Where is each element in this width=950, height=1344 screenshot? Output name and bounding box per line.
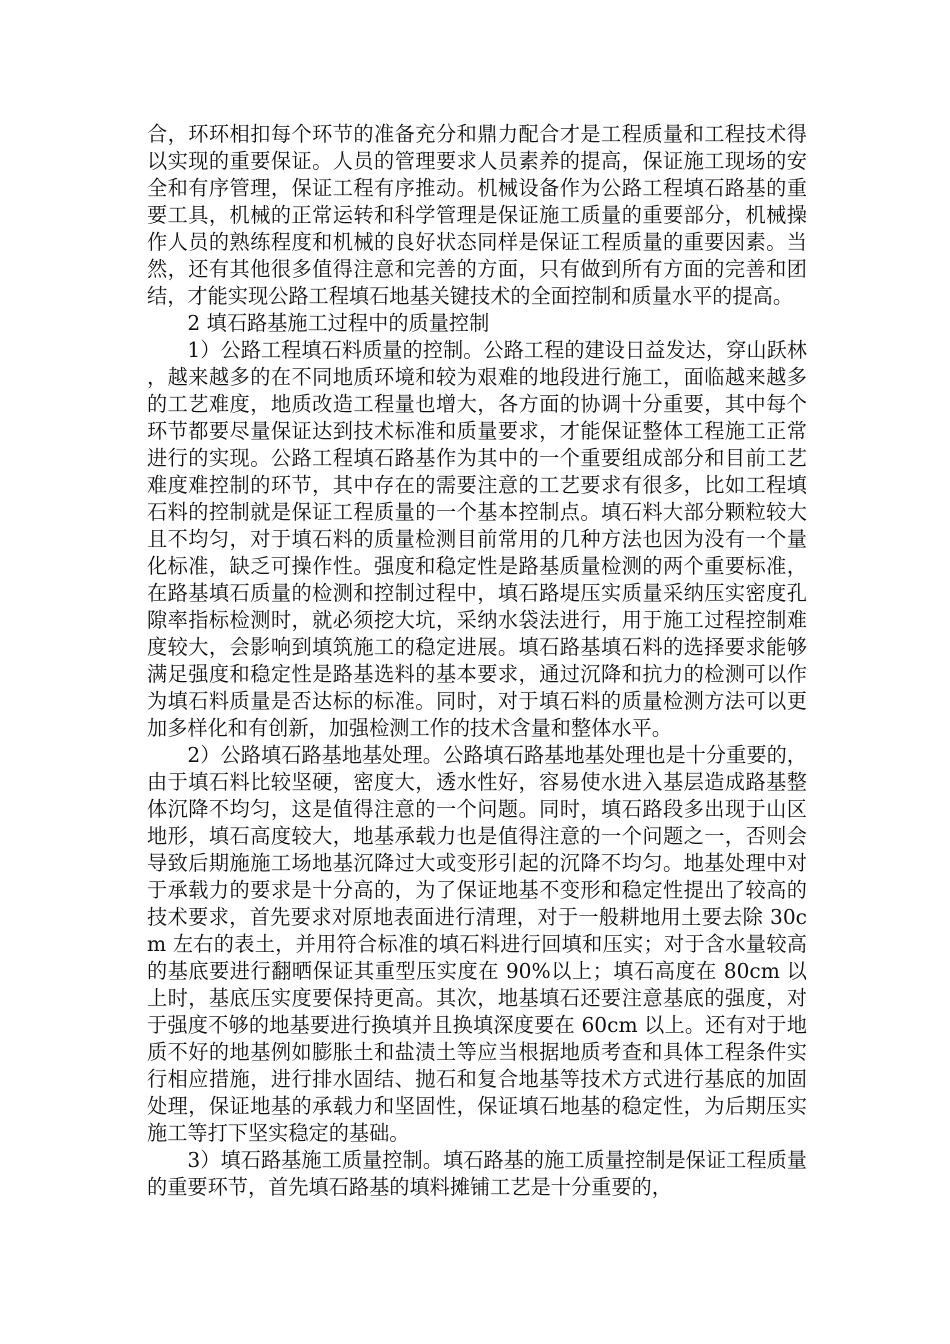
paragraph-continuation: 合，环环相扣每个环节的准备充分和鼎力配合才是工程质量和工程技术得以实现的重要保证。人员的管理要求人员素养的提高，保证施工现场的安全和有序管理，保证工程有序推动。机械设备作为公路工程填石路基的重要工具，机械的正常运转和科学管理是保证施工质量的重要部分，机械操作人员的熟练程度和机械的良好状态同样是保证工程质量的重要因素。当然，还有其他很多值得注意和完善的方面，只有做到所有方面的完善和团结，才能实现公路工程填石地基关键技术的全面控制和质量水平的提高。 (147, 122, 807, 308)
document-body (147, 121, 807, 1201)
section-heading: 2 填石路基施工过程中的质量控制 (187, 311, 490, 335)
paragraph-foundation-treatment: 2）公路填石路基地基处理。公路填石路基地基处理也是十分重要的，由于填石料比较坚硬，密度大，透水性好，容易使水进入基层造成路基整体沉降不均匀，这是值得注意的一个问题。同时，填石路段多出现于山区地形，填石高度较大，地基承载力也是值得注意的一个问题之一，否则会导致后期施施工场地基沉降过大或变形引起的沉降不均匀。地基处理中对于承载力的要求是十分高的，为了保证地基不变形和稳定性提出了较高的技术要求，首先要求对原地表面进行清理，对于一般耕地用土要去除 30cm 左右的表土，并用符合标准的填石料进行回填和压实；对于含水量较高的基底要进行翻晒保证其重型压实度在 90%以上；填石高度在 80cm 以上时，基底压实度要保持更高。其次，地基填石还要注意基底的强度，对于强度不够的地基要进行换填并且换填深度要在 60cm 以上。还有对于地质不好的地基例如膨胀土和盐渍土等应当根据地质考查和具体工程条件实行相应措施，进行排水固结、抛石和复合地基等技术方式进行基底的加固处理，保证地基的承载力和坚固性，保证填石地基的稳定性，为后期压实施工等打下坚实稳定的基础。 (147, 743, 807, 1145)
paragraph-construction-quality: 3）填石路基施工质量控制。填石路基的施工质量控制是保证工程质量的重要环节，首先填石路基的填料摊铺工艺是十分重要的， (147, 1148, 807, 1199)
paragraph-fill-material-quality: 1）公路工程填石料质量的控制。公路工程的建设日益发达，穿山跃林，越来越多的在不同地质环境和较为艰难的地段进行施工，面临越来越多的工艺难度，地质改造工程量也增大，各方面的协调十分重要，其中每个环节都要尽量保证达到技术标准和质量要求，才能保证整体工程施工正常进行的实现。公路工程填石路基作为其中的一个重要组成部分和目前工艺难度难控制的环节，其中存在的需要注意的工艺要求有很多，比如工程填石料的控制就是保证工程质量的一个基本控制点。填石料大部分颗粒较大且不均匀，对于填石料的质量检测目前常用的几种方法也因为没有一个量化标准，缺乏可操作性。强度和稳定性是路基质量检测的两个重要标准，在路基填石质量的检测和控制过程中，填石路堤压实质量采纳压实密度孔隙率指标检测时，就必须挖大坑，采纳水袋法进行，用于施工过程控制难度较大，会影响到填筑施工的稳定进展。填石路基填石料的选择要求能够满足强度和稳定性是路基选料的基本要求，通过沉降和抗力的检测可以作为填石料质量是否达标的标准。同时，对于填石料的质量检测方法可以更加多样化和有创新，加强检测工作的技术含量和整体水平。 (147, 338, 807, 740)
